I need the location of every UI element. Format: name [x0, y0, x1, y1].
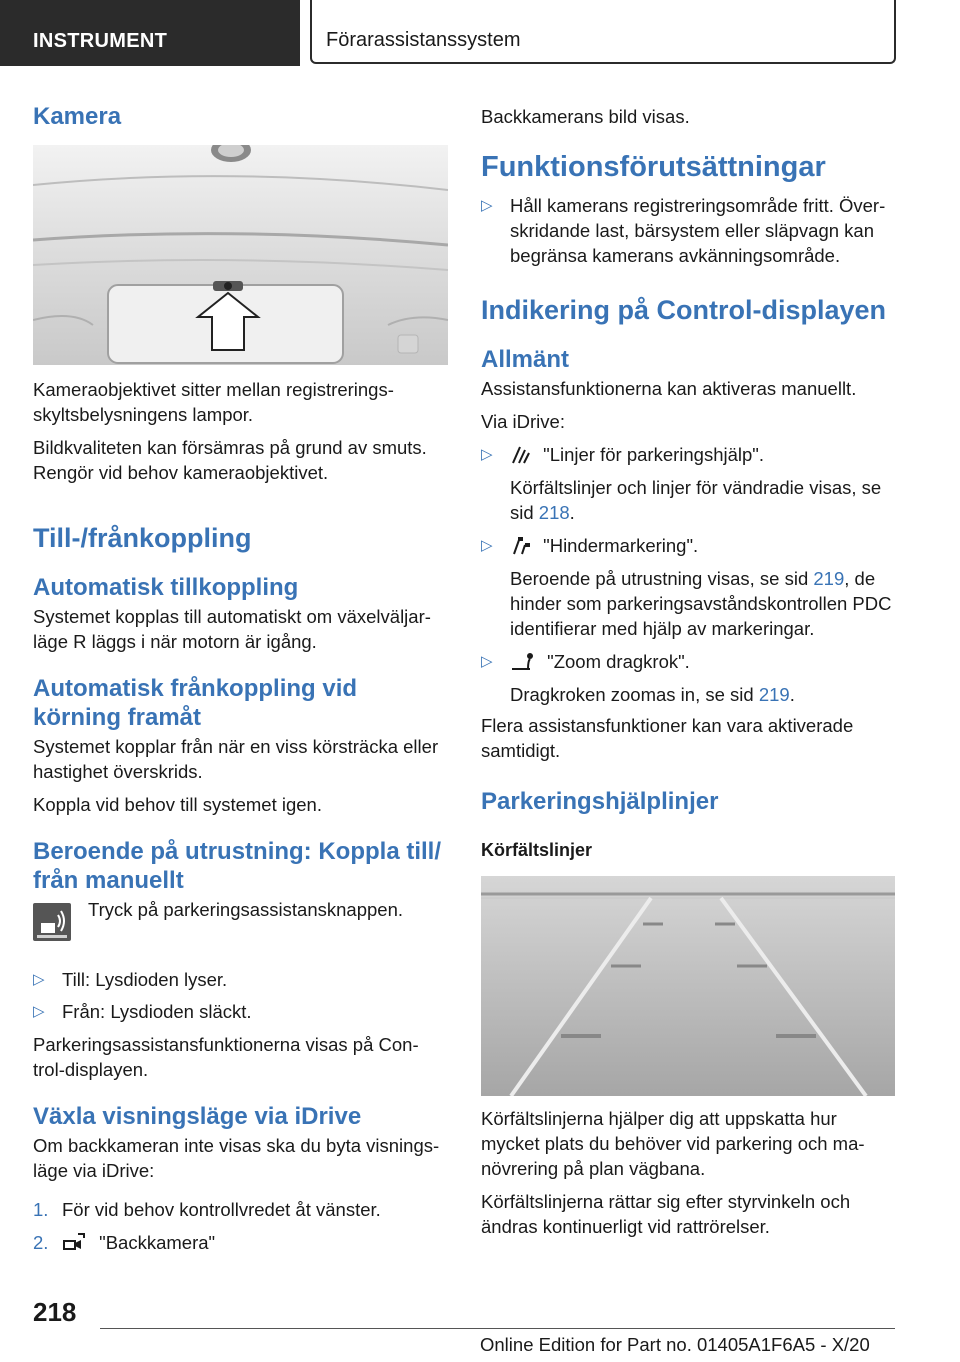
page-header [0, 0, 960, 66]
left-column [33, 100, 448, 1255]
step-item: 1. För vid behov kontrollvredet åt vänster. [33, 1199, 381, 1220]
list-item: ▷ Håll kamerans registreringsområde fritt. Över-skridande last, bärsystem eller släpvagn kan begränsa kamerans avkänningsområde. [481, 195, 886, 266]
allmant-paragraph-2: Via iDrive: [481, 411, 565, 432]
parking-button-row [33, 901, 448, 961]
heading-automatisk-frankoppling: Automatisk frånkoppling vid körning framåt [33, 675, 358, 731]
lane-lines-illustration [481, 876, 895, 1096]
list-item: ▷ "Hindermarkering". [481, 535, 699, 556]
section-tab [0, 0, 300, 66]
heading-funktionsforutsattningar: Funktionsförutsättningar [481, 151, 826, 183]
list-item: ▷ Till: Lysdioden lyser. [33, 969, 228, 990]
chapter-title: Förarassistanssystem [326, 29, 521, 51]
allmant-paragraph-1: Assistansfunktionerna kan aktiveras manuellt. [481, 378, 857, 399]
kamera-paragraph-1: Kameraobjektivet sitter mellan registrerings-skyltsbelysningens lampor. [33, 379, 394, 425]
item1-description: Körfältslinjer och linjer för vändradie visas, se sid 218. [510, 477, 882, 523]
flera-paragraph: Flera assistansfunktioner kan vara aktiverade samtidigt. [481, 715, 854, 761]
vaxla-paragraph: Om backkameran inte visas ska du byta visnings-läge via iDrive: [33, 1135, 440, 1181]
auto-fran-paragraph-1: Systemet kopplar från när en viss körsträcka eller hastighet överskrids. [33, 736, 439, 782]
heading-koppla-manuellt: Beroende på utrustning: Koppla till/ från manuellt [33, 838, 441, 894]
bullet-marker-icon: ▷ [481, 197, 493, 214]
auto-fran-paragraph-2: Koppla vid behov till systemet igen. [33, 794, 322, 815]
auto-till-paragraph: Systemet kopplas till automatiskt om växelväljar-läge R läggs i när motorn är igång. [33, 606, 431, 652]
list-item: ▷ "Zoom dragkrok". [481, 651, 690, 672]
footer-divider [100, 1328, 895, 1329]
bullet-marker-icon: ▷ [481, 537, 493, 554]
bullet-marker-icon: ▷ [481, 446, 493, 463]
camera-photo [33, 145, 448, 365]
edition-text: Online Edition for Part no. 01405A1F6A5 - X/20 [480, 1334, 870, 1355]
bullet-marker-icon: ▷ [33, 971, 45, 988]
backkamera-text: Backkamerans bild visas. [481, 106, 690, 127]
parking-button-text: Tryck på parkeringsassistansknappen. [88, 899, 403, 920]
heading-till-franskoppling: Till-/frånkoppling [33, 523, 252, 553]
lane-lines-image [481, 876, 895, 1096]
heading-automatisk-tillkoppling: Automatisk tillkoppling [33, 574, 299, 601]
tow-hitch-icon [510, 651, 536, 671]
page-link-218[interactable]: 218 [538, 502, 570, 523]
heading-kamera: Kamera [33, 103, 122, 130]
korfalt-paragraph-2: Körfältslinjerna rättar sig efter styrvinkeln och ändras kontinuerligt vid rattrörelser. [481, 1191, 851, 1237]
item2-description: Beroende på utrustning visas, se sid 219, de hinder som parkeringsavståndskontrollen PDC identifierar med hjälp av markeringar. [510, 568, 892, 639]
list-item: ▷ Från: Lysdioden släckt. [33, 1001, 252, 1022]
camera-photo-illustration [33, 145, 448, 365]
manuellt-paragraph-2: Parkeringsassistansfunktionerna visas på Con-trol-displayen. [33, 1034, 419, 1080]
obstacle-marking-icon [510, 535, 532, 555]
heading-korfaltslinjer: Körfältslinjer [481, 840, 593, 860]
list-item: ▷ "Linjer för parkeringshjälp". [481, 444, 764, 465]
backup-camera-icon [62, 1232, 88, 1252]
kamera-paragraph-2: Bildkvaliteten kan försämras på grund av smuts. Rengör vid behov kameraobjektivet. [33, 437, 427, 483]
bullet-marker-icon: ▷ [481, 653, 493, 670]
page-link-219[interactable]: 219 [758, 684, 790, 705]
heading-vaxla-visningslage: Växla visningsläge via iDrive [33, 1103, 362, 1130]
page-number: 218 [33, 1297, 77, 1327]
heading-allmant: Allmänt [481, 346, 570, 373]
chapter-tab [310, 0, 896, 64]
item3-description: Dragkroken zoomas in, se sid 219. [510, 684, 795, 705]
korfalt-paragraph-1: Körfältslinjerna hjälper dig att uppskatta hur mycket plats du behöver vid parkering och ma-növrering på plan vägbana. [481, 1108, 865, 1179]
bullet-marker-icon: ▷ [33, 1003, 45, 1020]
heading-parkeringshjalplinjer: Parkeringshjälplinjer [481, 788, 719, 815]
step-item: 2. "Backkamera" [33, 1232, 216, 1253]
right-column [481, 100, 899, 1239]
section-title: INSTRUMENT [33, 30, 168, 52]
heading-indikering-control-displayen: Indikering på Control-displayen [481, 295, 887, 325]
page-link-219[interactable]: 219 [813, 568, 845, 589]
parking-assist-button-icon [33, 903, 71, 941]
parking-lines-icon [510, 444, 532, 464]
